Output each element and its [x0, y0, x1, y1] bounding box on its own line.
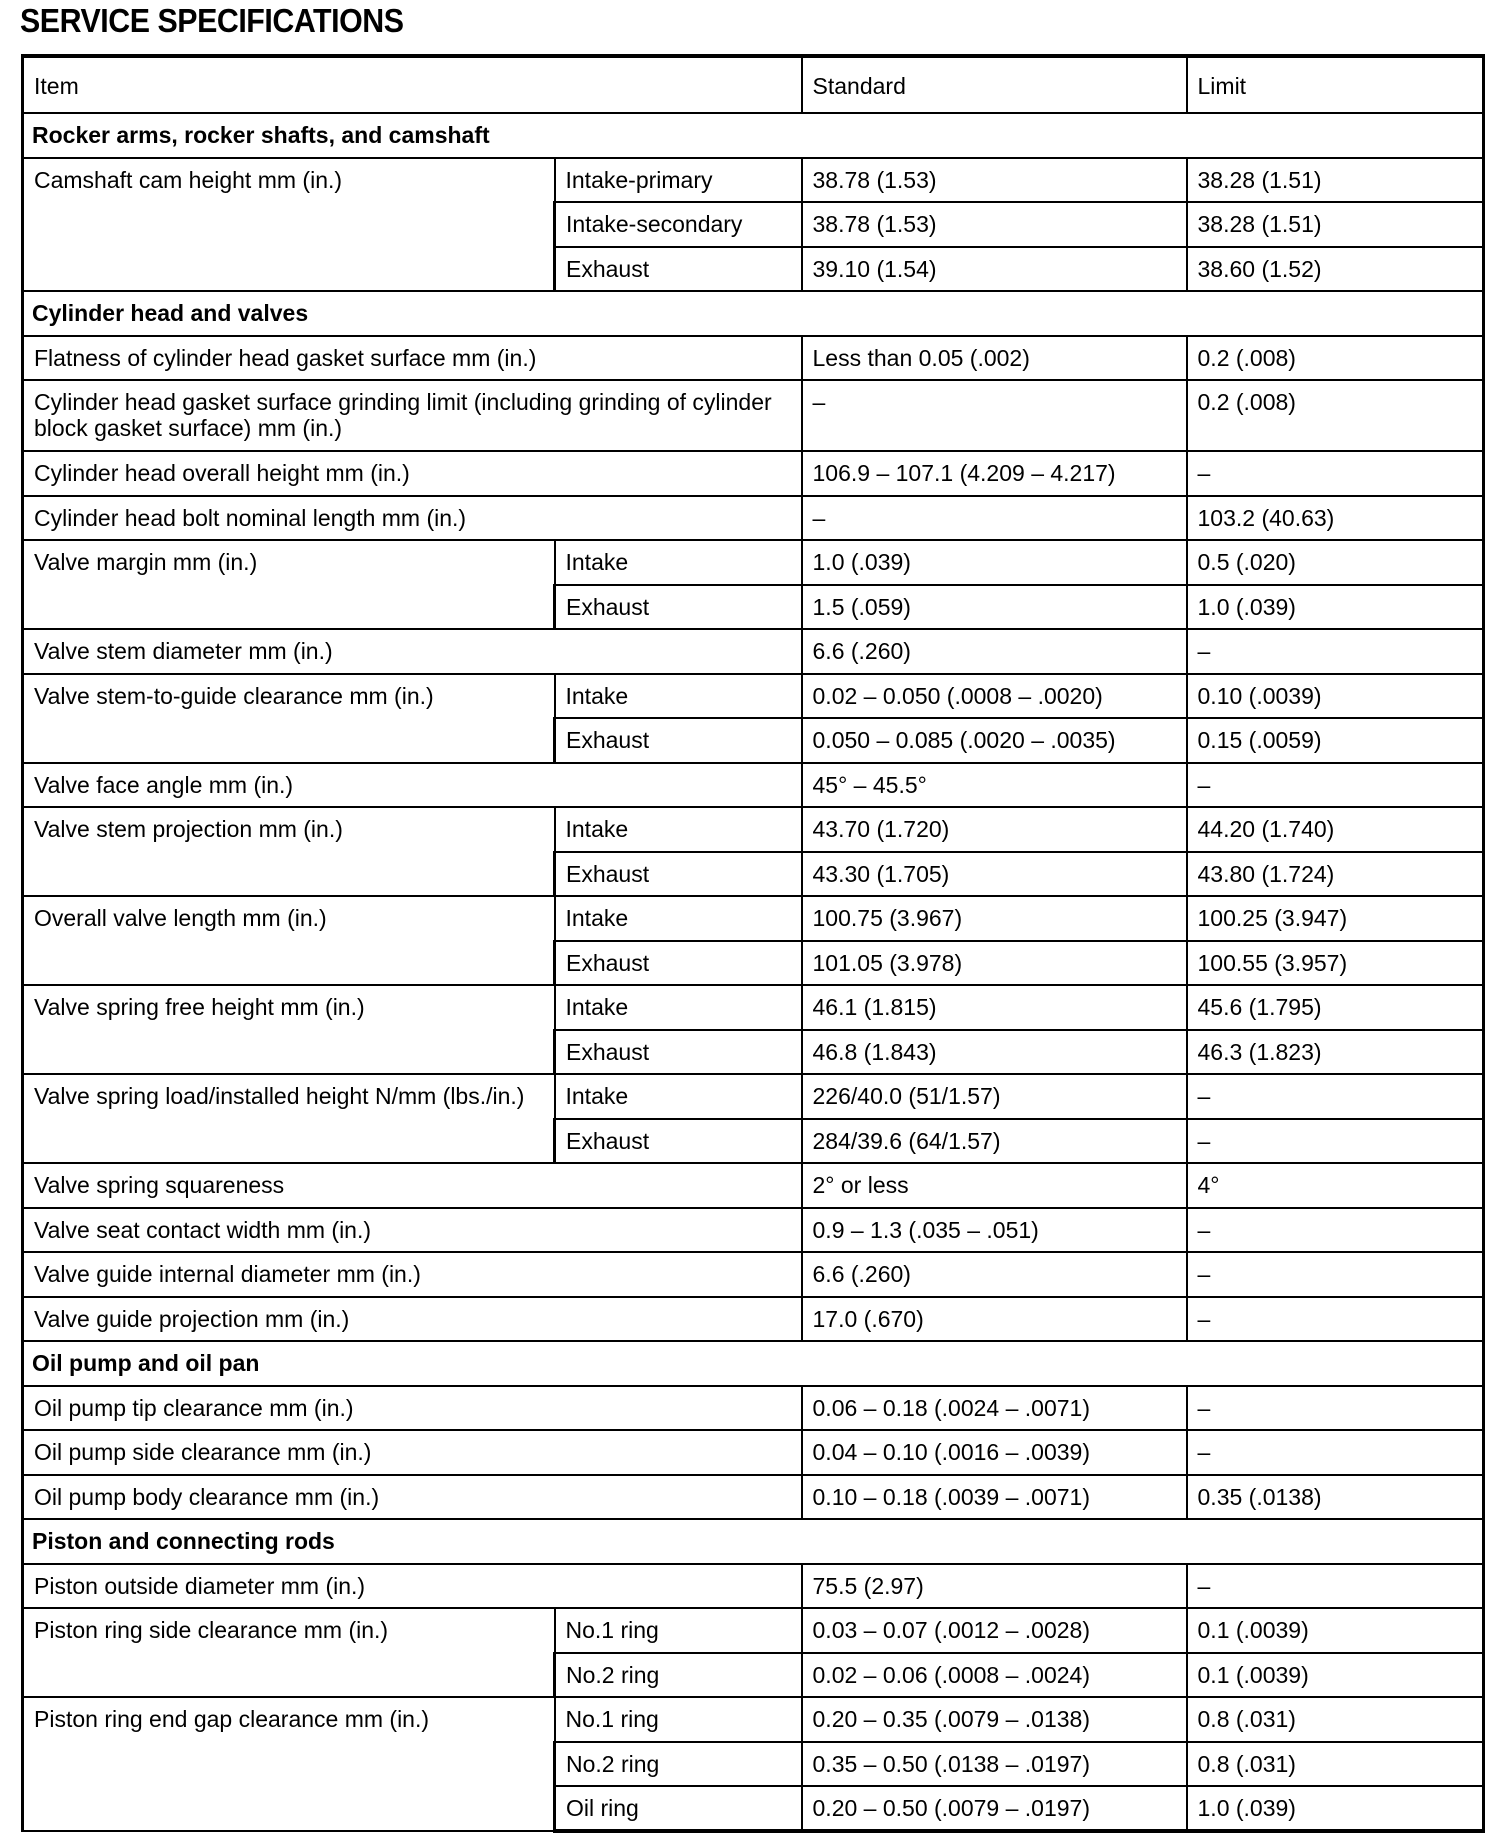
- header-item: Item: [23, 56, 802, 113]
- section-title: Oil pump and oil pan: [23, 1341, 1484, 1386]
- sub-item: Exhaust: [555, 1030, 802, 1075]
- standard-value: –: [802, 380, 1187, 451]
- table-row: [23, 1564, 1484, 1609]
- limit-value: 1.0 (.039): [1187, 585, 1484, 630]
- limit-value: –: [1187, 1252, 1484, 1297]
- limit-value: 38.28 (1.51): [1187, 202, 1484, 247]
- limit-value: 0.1 (.0039): [1187, 1653, 1484, 1698]
- sub-item: Exhaust: [555, 718, 802, 763]
- section-title: Cylinder head and valves: [23, 291, 1484, 336]
- standard-value: 0.35 – 0.50 (.0138 – .0197): [802, 1742, 1187, 1787]
- table-row: [23, 1386, 1484, 1431]
- table-row: [23, 1608, 1484, 1653]
- limit-value: 4°: [1187, 1163, 1484, 1208]
- service-specifications-table: [21, 54, 1485, 1833]
- standard-value: 0.20 – 0.35 (.0079 – .0138): [802, 1697, 1187, 1742]
- item-name: Oil pump body clearance mm (in.): [23, 1475, 802, 1520]
- standard-value: 284/39.6 (64/1.57): [802, 1119, 1187, 1164]
- item-name: Flatness of cylinder head gasket surface mm (in.): [23, 336, 802, 381]
- item-name: Piston outside diameter mm (in.): [23, 1564, 802, 1609]
- table-row: [23, 158, 1484, 203]
- standard-value: 6.6 (.260): [802, 1252, 1187, 1297]
- item-name: Oil pump side clearance mm (in.): [23, 1430, 802, 1475]
- item-name: Oil pump tip clearance mm (in.): [23, 1386, 802, 1431]
- standard-value: 45° – 45.5°: [802, 763, 1187, 808]
- standard-value: 100.75 (3.967): [802, 896, 1187, 941]
- section-title: Rocker arms, rocker shafts, and camshaft: [23, 113, 1484, 158]
- item-name: Camshaft cam height mm (in.): [23, 158, 555, 292]
- standard-value: 46.1 (1.815): [802, 985, 1187, 1030]
- standard-value: 0.04 – 0.10 (.0016 – .0039): [802, 1430, 1187, 1475]
- limit-value: 0.2 (.008): [1187, 336, 1484, 381]
- limit-value: 0.35 (.0138): [1187, 1475, 1484, 1520]
- limit-value: –: [1187, 629, 1484, 674]
- limit-value: –: [1187, 1430, 1484, 1475]
- limit-value: –: [1187, 1119, 1484, 1164]
- section-header-row: [23, 113, 1484, 158]
- limit-value: 38.28 (1.51): [1187, 158, 1484, 203]
- sub-item: Intake-secondary: [555, 202, 802, 247]
- limit-value: –: [1187, 763, 1484, 808]
- sub-item: Intake: [555, 540, 802, 585]
- table-row: [23, 1252, 1484, 1297]
- standard-value: 101.05 (3.978): [802, 941, 1187, 986]
- item-name: Piston ring end gap clearance mm (in.): [23, 1697, 555, 1831]
- standard-value: 38.78 (1.53): [802, 202, 1187, 247]
- standard-value: 0.06 – 0.18 (.0024 – .0071): [802, 1386, 1187, 1431]
- table-row: [23, 1475, 1484, 1520]
- standard-value: 0.20 – 0.50 (.0079 – .0197): [802, 1786, 1187, 1831]
- standard-value: 17.0 (.670): [802, 1297, 1187, 1342]
- table-row: [23, 763, 1484, 808]
- standard-value: 0.02 – 0.050 (.0008 – .0020): [802, 674, 1187, 719]
- limit-value: 46.3 (1.823): [1187, 1030, 1484, 1075]
- table-row: [23, 336, 1484, 381]
- standard-value: 0.03 – 0.07 (.0012 – .0028): [802, 1608, 1187, 1653]
- limit-value: 1.0 (.039): [1187, 1786, 1484, 1831]
- item-name: Valve spring load/installed height N/mm (lbs./in.): [23, 1074, 555, 1163]
- standard-value: 0.10 – 0.18 (.0039 – .0071): [802, 1475, 1187, 1520]
- sub-item: Intake: [555, 807, 802, 852]
- section-header-row: [23, 291, 1484, 336]
- limit-value: 43.80 (1.724): [1187, 852, 1484, 897]
- standard-value: 1.0 (.039): [802, 540, 1187, 585]
- standard-value: Less than 0.05 (.002): [802, 336, 1187, 381]
- item-name: Cylinder head gasket surface grinding limit (including grinding of cylinder block gasket surface) mm (in.): [23, 380, 802, 451]
- standard-value: 43.30 (1.705): [802, 852, 1187, 897]
- item-name: Cylinder head overall height mm (in.): [23, 451, 802, 496]
- item-name: Valve stem diameter mm (in.): [23, 629, 802, 674]
- limit-value: –: [1187, 1386, 1484, 1431]
- item-name: Valve face angle mm (in.): [23, 763, 802, 808]
- standard-value: 106.9 – 107.1 (4.209 – 4.217): [802, 451, 1187, 496]
- header-limit: Limit: [1187, 56, 1484, 113]
- standard-value: 0.02 – 0.06 (.0008 – .0024): [802, 1653, 1187, 1698]
- item-name: Valve margin mm (in.): [23, 540, 555, 629]
- item-name: Valve stem projection mm (in.): [23, 807, 555, 896]
- standard-value: 0.9 – 1.3 (.035 – .051): [802, 1208, 1187, 1253]
- standard-value: 39.10 (1.54): [802, 247, 1187, 292]
- standard-value: –: [802, 496, 1187, 541]
- standard-value: 1.5 (.059): [802, 585, 1187, 630]
- table-row: [23, 1430, 1484, 1475]
- table-row: [23, 1074, 1484, 1119]
- standard-value: 0.050 – 0.085 (.0020 – .0035): [802, 718, 1187, 763]
- item-name: Valve guide projection mm (in.): [23, 1297, 802, 1342]
- table-row: [23, 380, 1484, 451]
- table-row: [23, 1697, 1484, 1742]
- table-row: [23, 1208, 1484, 1253]
- standard-value: 46.8 (1.843): [802, 1030, 1187, 1075]
- limit-value: 103.2 (40.63): [1187, 496, 1484, 541]
- standard-value: 38.78 (1.53): [802, 158, 1187, 203]
- sub-item: Exhaust: [555, 1119, 802, 1164]
- item-name: Valve spring free height mm (in.): [23, 985, 555, 1074]
- limit-value: 45.6 (1.795): [1187, 985, 1484, 1030]
- standard-value: 43.70 (1.720): [802, 807, 1187, 852]
- table-row: [23, 451, 1484, 496]
- item-name: Valve stem-to-guide clearance mm (in.): [23, 674, 555, 763]
- table-row: [23, 674, 1484, 719]
- sub-item: Intake-primary: [555, 158, 802, 203]
- table-row: [23, 540, 1484, 585]
- header-row: [23, 56, 1484, 113]
- item-name: Piston ring side clearance mm (in.): [23, 1608, 555, 1697]
- section-header-row: [23, 1519, 1484, 1564]
- limit-value: 0.15 (.0059): [1187, 718, 1484, 763]
- sub-item: No.2 ring: [555, 1653, 802, 1698]
- limit-value: 100.55 (3.957): [1187, 941, 1484, 986]
- item-name: Valve guide internal diameter mm (in.): [23, 1252, 802, 1297]
- standard-value: 2° or less: [802, 1163, 1187, 1208]
- table-row: [23, 496, 1484, 541]
- item-name: Overall valve length mm (in.): [23, 896, 555, 985]
- table-row: [23, 1163, 1484, 1208]
- limit-value: 0.10 (.0039): [1187, 674, 1484, 719]
- page-title: SERVICE SPECIFICATIONS: [20, 2, 404, 39]
- item-name: Valve seat contact width mm (in.): [23, 1208, 802, 1253]
- sub-item: Intake: [555, 674, 802, 719]
- limit-value: 0.1 (.0039): [1187, 1608, 1484, 1653]
- limit-value: 38.60 (1.52): [1187, 247, 1484, 292]
- standard-value: 226/40.0 (51/1.57): [802, 1074, 1187, 1119]
- sub-item: Intake: [555, 1074, 802, 1119]
- limit-value: –: [1187, 451, 1484, 496]
- limit-value: 100.25 (3.947): [1187, 896, 1484, 941]
- sub-item: Oil ring: [555, 1786, 802, 1831]
- standard-value: 75.5 (2.97): [802, 1564, 1187, 1609]
- table-row: [23, 629, 1484, 674]
- sub-item: Exhaust: [555, 585, 802, 630]
- sub-item: Exhaust: [555, 852, 802, 897]
- limit-value: 0.8 (.031): [1187, 1742, 1484, 1787]
- sub-item: No.1 ring: [555, 1608, 802, 1653]
- table-row: [23, 807, 1484, 852]
- table-row: [23, 896, 1484, 941]
- sub-item: Exhaust: [555, 941, 802, 986]
- limit-value: 0.5 (.020): [1187, 540, 1484, 585]
- item-name: Valve spring squareness: [23, 1163, 802, 1208]
- limit-value: –: [1187, 1297, 1484, 1342]
- table-row: [23, 985, 1484, 1030]
- item-name: Cylinder head bolt nominal length mm (in.): [23, 496, 802, 541]
- limit-value: 0.8 (.031): [1187, 1697, 1484, 1742]
- limit-value: 44.20 (1.740): [1187, 807, 1484, 852]
- sub-item: No.2 ring: [555, 1742, 802, 1787]
- sub-item: Intake: [555, 985, 802, 1030]
- section-title: Piston and connecting rods: [23, 1519, 1484, 1564]
- sub-item: No.1 ring: [555, 1697, 802, 1742]
- limit-value: –: [1187, 1208, 1484, 1253]
- table-row: [23, 1297, 1484, 1342]
- limit-value: –: [1187, 1564, 1484, 1609]
- standard-value: 6.6 (.260): [802, 629, 1187, 674]
- sub-item: Exhaust: [555, 247, 802, 292]
- limit-value: 0.2 (.008): [1187, 380, 1484, 451]
- limit-value: –: [1187, 1074, 1484, 1119]
- header-standard: Standard: [802, 56, 1187, 113]
- sub-item: Intake: [555, 896, 802, 941]
- section-header-row: [23, 1341, 1484, 1386]
